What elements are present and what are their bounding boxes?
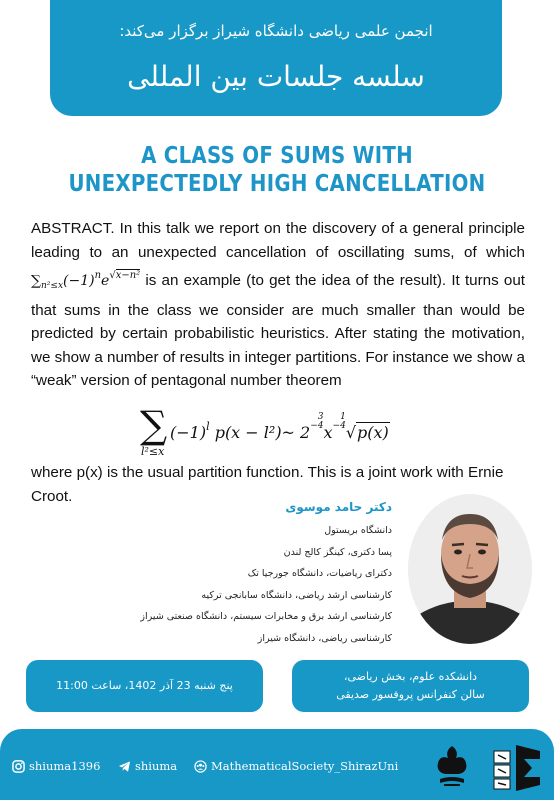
telegram-link[interactable] [118, 759, 177, 773]
bio-line: کارشناسی ارشد برق و مخابرات سیستم، دانشگاه صنعتی شیراز [140, 611, 392, 622]
formula-body: $(-1)^l$ p(x − l²)~ 2−3 4x−1 4√p(x) [170, 412, 389, 442]
telegram-handle: shiuma [135, 759, 178, 773]
bio-line: پسا دکتری، کینگز کالج لندن [283, 546, 392, 558]
display-formula [140, 405, 440, 460]
society-link[interactable] [194, 759, 398, 773]
bio-line: کارشناسی ارشد ریاضی، دانشگاه سابانجی ترکیه [201, 589, 392, 601]
sum-index: l²≤x [141, 445, 165, 458]
venue-line1: دانشکده علوم، بخش ریاضی، [343, 670, 478, 683]
series-title: سلسه جلسات بین المللی [127, 60, 425, 93]
talk-title [56, 142, 498, 198]
math-society-logo-icon [488, 741, 544, 795]
speaker-photo [408, 494, 532, 644]
event-datetime: پنج شنبه 23 آذر 1402، ساعت 11:00 [56, 679, 233, 692]
header-banner [50, 0, 502, 116]
abstract-part1: ABSTRACT. In this talk we report on the discovery of a general principle leading to an unexpected cancellation of oscillating sums, of which [31, 220, 525, 261]
talk-title-line2: UNEXPECTEDLY HIGH CANCELLATION [68, 171, 486, 197]
inline-sum-formula: $\sum_{n^2\le x}(-1)^ne^{√x-n^2}$ [31, 270, 141, 291]
abstract-conclusion: where p(x) is the usual partition function. This is a joint work with Ernie Croot. [31, 464, 504, 505]
venue-line2: سالن کنفرانس پروفسور صدیقی [336, 688, 485, 701]
abstract-part2: is an example (to get the idea of the result). It turns out that sums in the class we consider are much smaller than would be predicted by certain probabilistic heuristics. After stating the motivation, we show a number of results in integer partitions. For instance we show a “weak” version of pentagonal number theorem [31, 272, 525, 389]
bio-line: دانشگاه بریستول [324, 525, 392, 536]
speaker-bio [130, 520, 392, 649]
speaker-name: دکتر حامد موسوی [285, 500, 392, 514]
venue-box [292, 660, 529, 712]
abstract-text [31, 217, 525, 393]
talk-title-line1: A CLASS OF SUMS WITH [141, 143, 413, 169]
group-icon [194, 760, 207, 773]
sigma-symbol: ∑ [140, 403, 168, 447]
bio-line: کارشناسی ریاضی، دانشگاه شیراز [257, 632, 392, 644]
society-handle: MathematicalSociety_ShirazUni [211, 759, 399, 773]
organizer-line: انجمن علمی ریاضی دانشگاه شیراز برگزار می‌کند: [119, 22, 433, 40]
telegram-icon [118, 760, 131, 773]
instagram-link[interactable] [12, 759, 100, 773]
instagram-handle: shiuma1396 [29, 759, 101, 773]
bio-line: دکترای ریاضیات، دانشگاه جورجیا تک [247, 568, 392, 579]
shiraz-university-logo-icon [432, 743, 472, 789]
footer-bar [0, 729, 554, 800]
instagram-icon [12, 760, 25, 773]
datetime-box [26, 660, 263, 712]
